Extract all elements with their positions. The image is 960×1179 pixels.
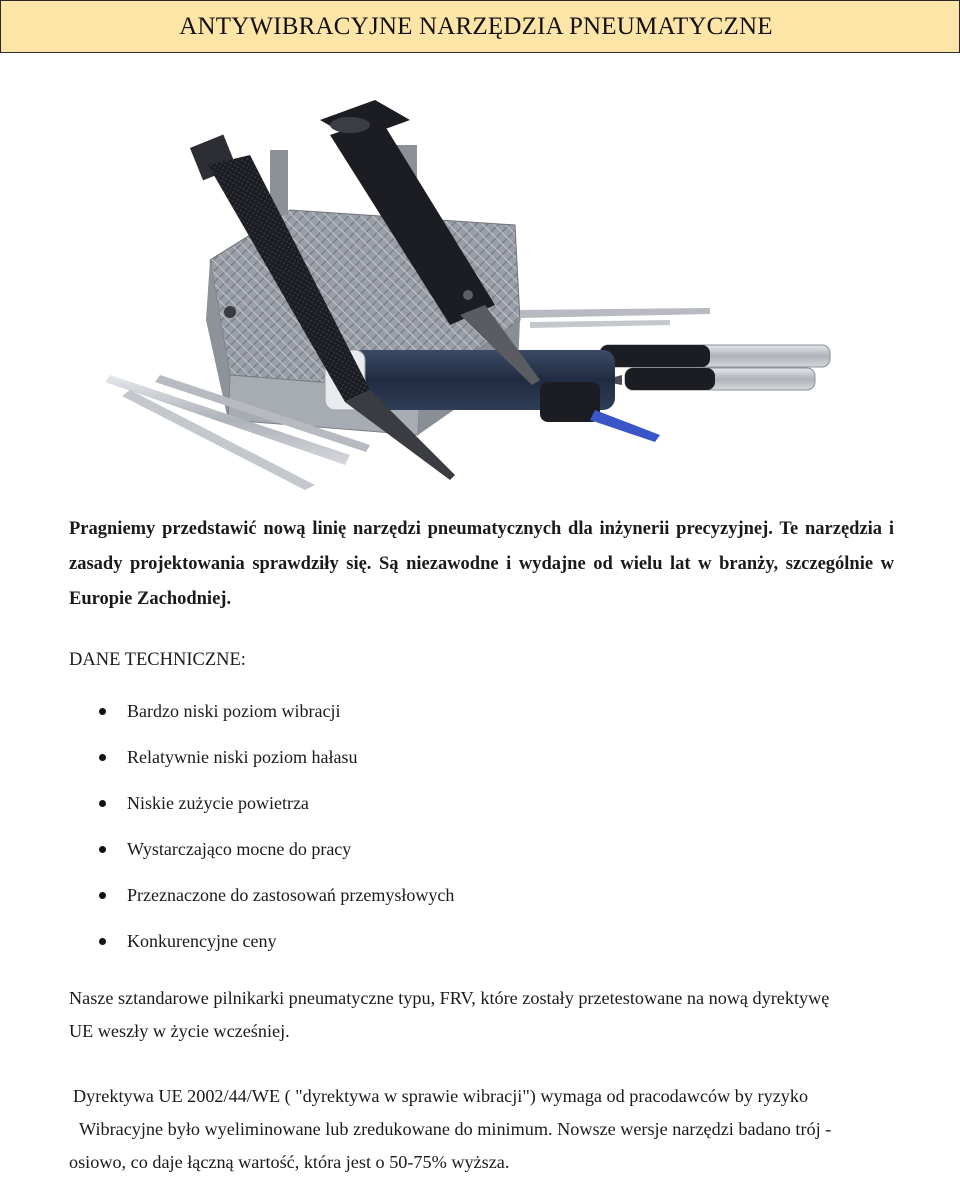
list-item: Niskie zużycie powietrza xyxy=(69,780,454,826)
product-photo xyxy=(100,90,860,495)
bullet-icon xyxy=(99,800,106,807)
list-item: Przeznaczone do zastosowań przemysłowych xyxy=(69,872,454,918)
list-item: Konkurencyjne ceny xyxy=(69,918,454,964)
bullet-icon xyxy=(99,892,106,899)
directive-line-3: osiowo, co daje łączną wartość, która jest o 50-75% wyższa. xyxy=(69,1152,510,1172)
directive-line-1: Dyrektywa UE 2002/44/WE ( "dyrektywa w sprawie wibracji") wymaga od pracodawców by ryzyko xyxy=(73,1086,809,1106)
bullet-icon xyxy=(99,938,106,945)
bullet-icon xyxy=(99,708,106,715)
specs-list xyxy=(69,688,454,964)
frv-paragraph xyxy=(69,982,897,1048)
list-item: Wystarczająco mocne do pracy xyxy=(69,826,454,872)
page-title: ANTYWIBRACYJNE NARZĘDZIA PNEUMATYCZNE xyxy=(179,12,773,40)
directive-paragraph xyxy=(69,1080,897,1179)
intro-paragraph: Pragniemy przedstawić nową linię narzędzi pneumatycznych dla inżynerii precyzyjnej. Te narzędzia i zasady projektowania sprawdziły się. Są niezawodne i wydajne od wielu lat w branży, szczególnie w Europie Zachodniej. xyxy=(69,519,894,609)
frv-line-2: UE weszły w życie wcześniej. xyxy=(69,1021,290,1041)
header-banner xyxy=(0,0,960,53)
needle-files-right xyxy=(520,308,710,328)
directive-line-2: Wibracyjne było wyeliminowane lub zredukowane do minimum. Nowsze wersje narzędzi badano trój - xyxy=(79,1119,832,1139)
list-item: Relatywnie niski poziom hałasu xyxy=(69,734,454,780)
specs-heading: DANE TECHNICZNE: xyxy=(69,650,246,670)
bullet-icon xyxy=(99,754,106,761)
list-item: Bardzo niski poziom wibracji xyxy=(69,688,454,734)
frv-line-1: Nasze sztandarowe pilnikarki pneumatyczne typu, FRV, które zostały przetestowane na nową dyrektywę xyxy=(69,988,830,1008)
bullet-icon xyxy=(99,846,106,853)
